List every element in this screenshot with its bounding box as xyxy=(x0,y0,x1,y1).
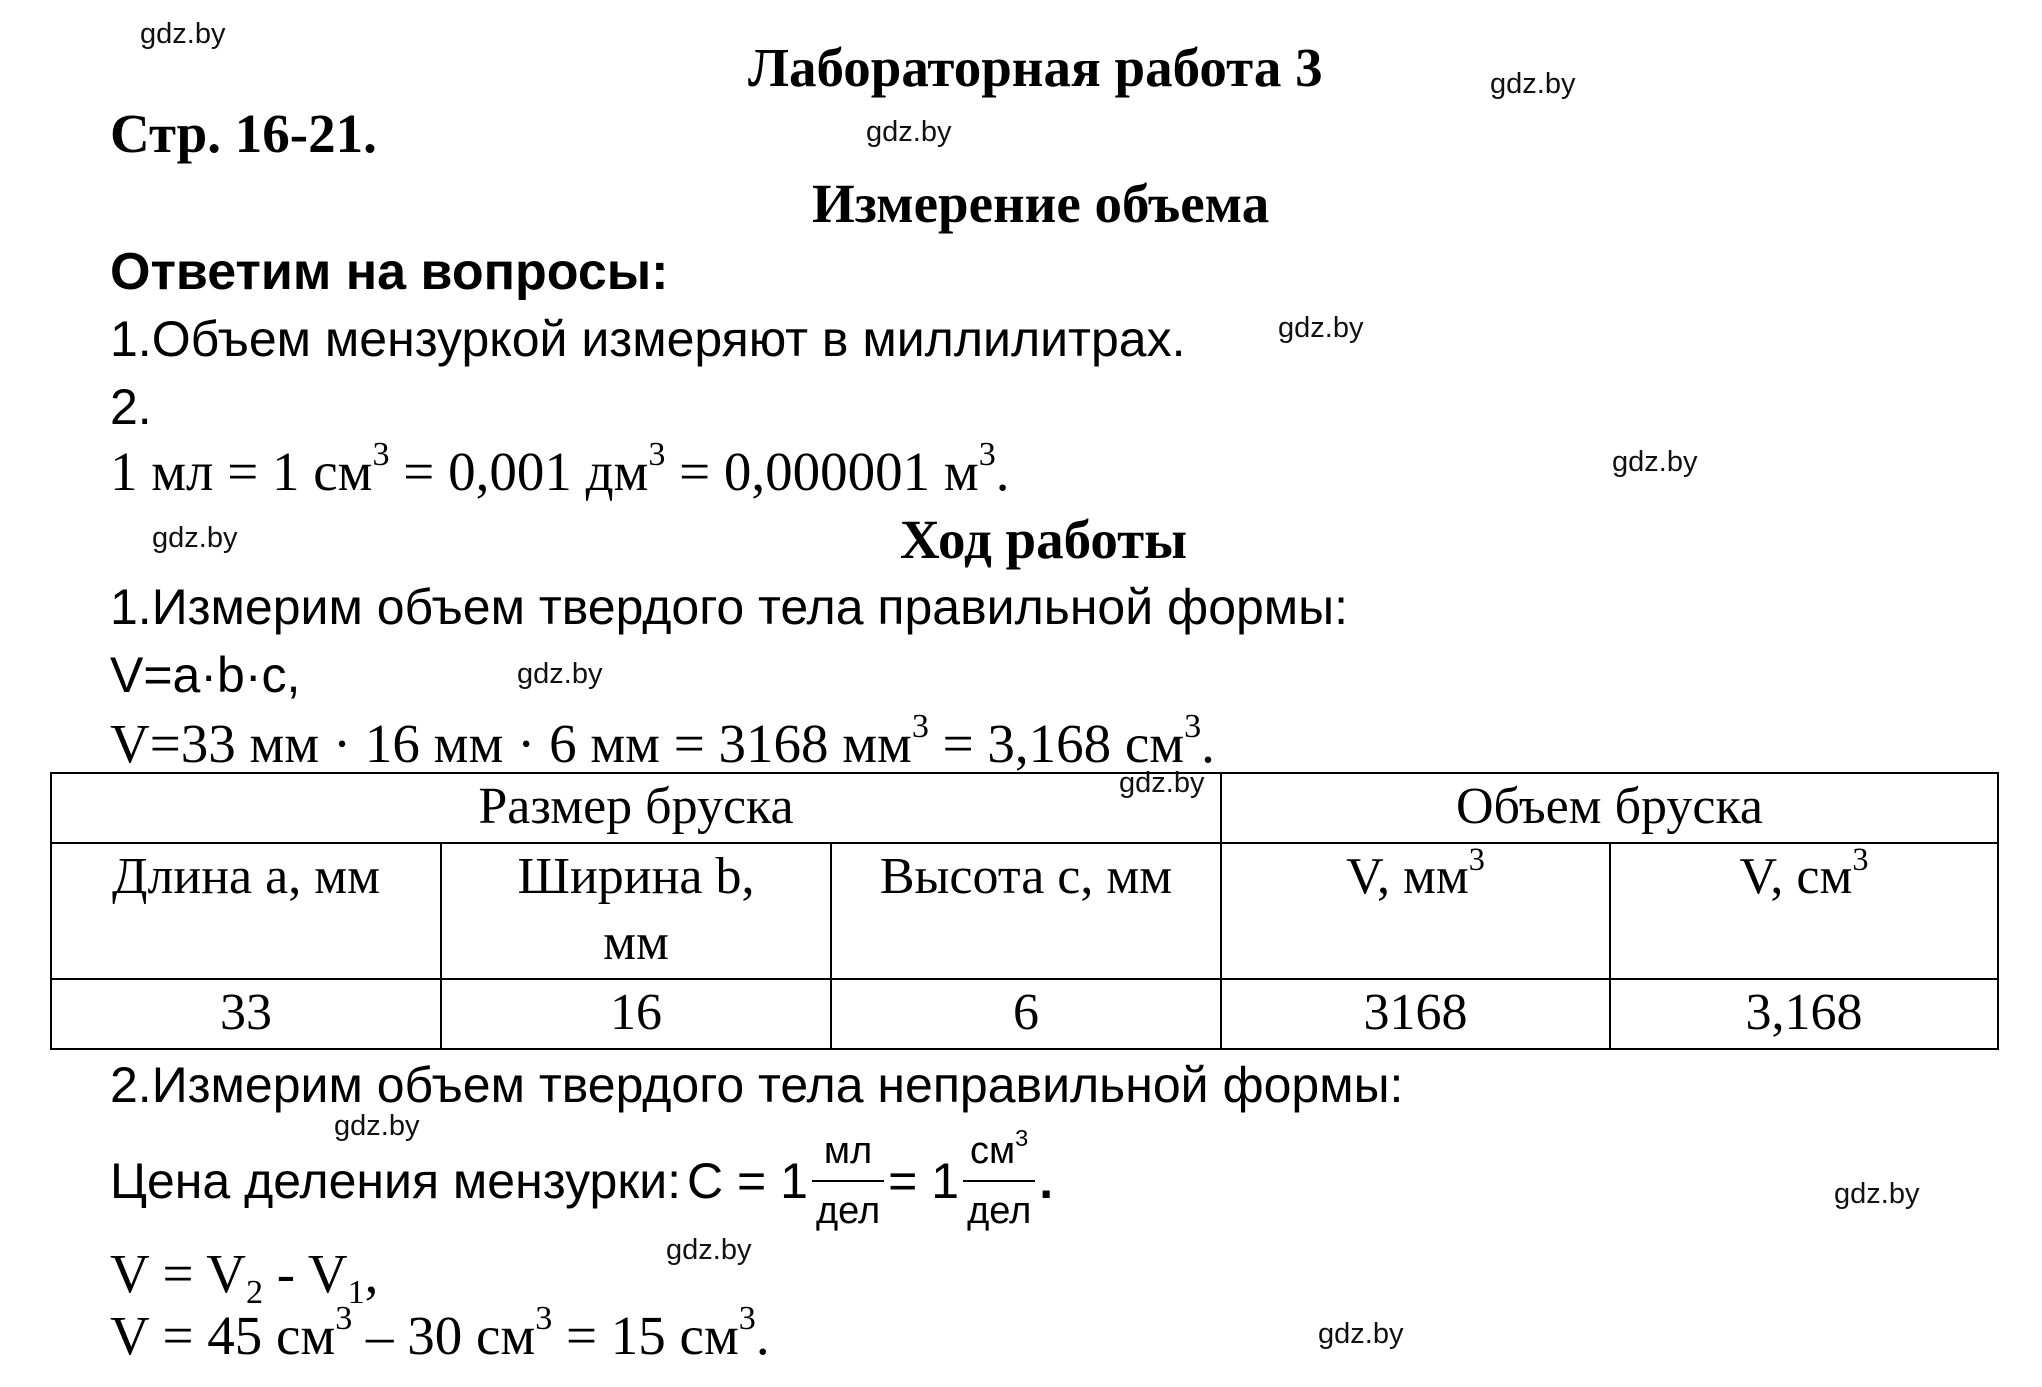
questions-heading: Ответим на вопросы: xyxy=(110,243,669,301)
header-height: Высота c, мм xyxy=(831,843,1221,979)
formula-difference: $V = V_2 - V_1$, xyxy=(110,1243,379,1311)
calc-difference: V = 45 $см^3 - 30$ $см^3 = 15$ $см^3$. xyxy=(110,1300,770,1366)
answer-1: 1.Объем мензуркой измеряют в миллилитрах. xyxy=(110,311,1186,367)
watermark: gdz.by xyxy=(666,1234,752,1266)
watermark: gdz.by xyxy=(334,1110,420,1142)
header-width: Ширина b, мм xyxy=(441,843,831,979)
watermark: gdz.by xyxy=(1119,767,1205,799)
watermark: gdz.by xyxy=(1278,312,1364,344)
watermark: gdz.by xyxy=(152,522,238,554)
cell-width: 16 xyxy=(441,979,831,1049)
unit-conversion: 1 мл = 1 $см^3 = 0,001$ $дм^3 = 0,000001$ $м^3$. xyxy=(110,436,1010,502)
watermark: gdz.by xyxy=(1490,68,1576,100)
calc-volume: V=33 мм · 16 мм · 6 мм = 3168 $мм^3 = 3,168$ $см^3$. xyxy=(110,708,1215,774)
block-size-table xyxy=(50,772,1999,1050)
division-price: Цена деления мензурки: C = 1 $\frac{мл}{\text{дел}}$ = 1 $\frac{см^3}{\text{дел}}$ . xyxy=(110,1125,1054,1232)
work-heading: Ход работы xyxy=(900,509,1188,570)
lab-subtitle: Измерение объема xyxy=(812,173,1270,234)
fraction-cm3-per-div: $\frac{см^3}{\text{дел}}$ xyxy=(963,1128,1035,1234)
header-block-volume: Объем бруска xyxy=(1221,773,1998,843)
header-volume-cm: V, $см^3$ xyxy=(1610,843,1998,979)
header-length: Длина a, мм xyxy=(51,843,441,979)
watermark: gdz.by xyxy=(1834,1178,1920,1210)
cell-length: 33 xyxy=(51,979,441,1049)
cell-height: 6 xyxy=(831,979,1221,1049)
answer-2-label: 2. xyxy=(110,379,152,435)
cell-volume-mm: 3168 xyxy=(1221,979,1610,1049)
watermark: gdz.by xyxy=(1612,446,1698,478)
step-1: 1.Измерим объем твердого тела правильной формы: xyxy=(110,579,1349,635)
lab-title: Лабораторная работа 3 xyxy=(748,37,1323,98)
watermark: gdz.by xyxy=(1318,1318,1404,1350)
page-range: Стр. 16-21. xyxy=(110,103,377,164)
watermark: gdz.by xyxy=(140,18,226,50)
header-volume-mm: V, $мм^3$ xyxy=(1221,843,1610,979)
fraction-ml-per-div: $\frac{мл}{\text{дел}}$ xyxy=(812,1128,884,1234)
step-2: 2.Измерим объем твердого тела неправильной формы: xyxy=(110,1057,1404,1113)
header-block-size: Размер бруска xyxy=(51,773,1221,843)
cell-volume-cm: 3,168 xyxy=(1610,979,1998,1049)
formula-volume: V=a·b·c, xyxy=(110,647,301,703)
watermark: gdz.by xyxy=(517,658,603,690)
watermark: gdz.by xyxy=(866,116,952,148)
